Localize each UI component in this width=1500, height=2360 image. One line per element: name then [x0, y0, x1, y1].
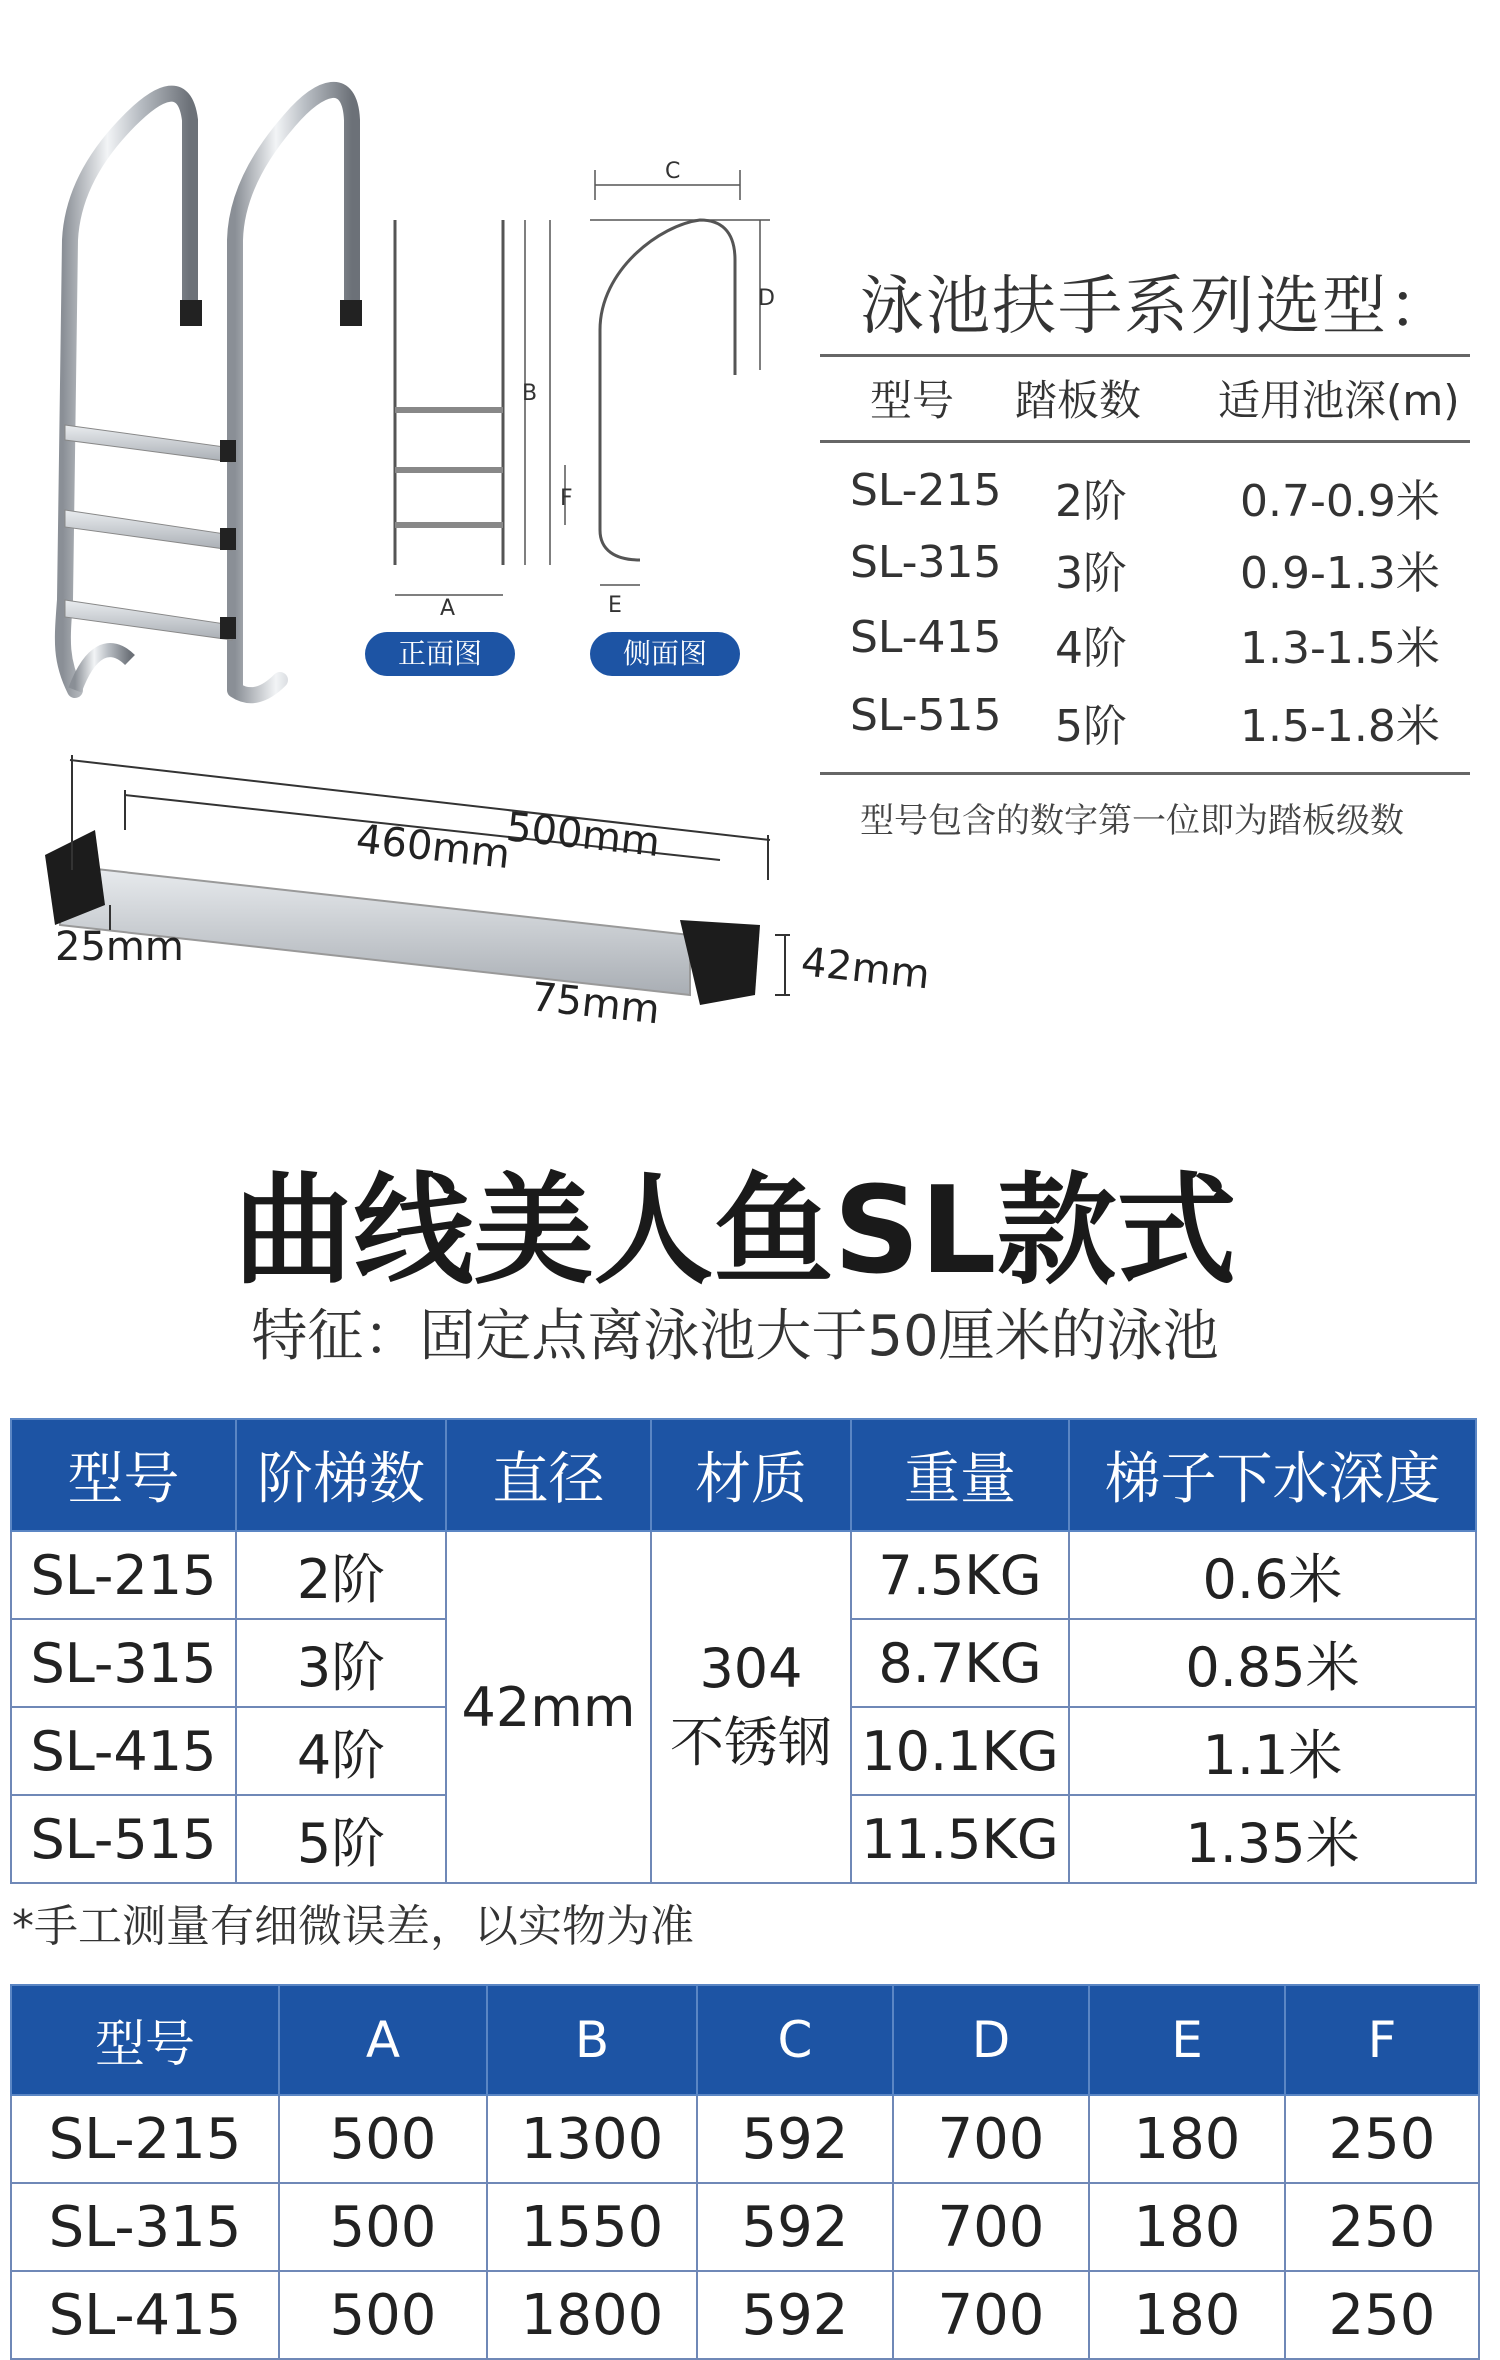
- header-c: C: [697, 1985, 893, 2095]
- side-view-label: 侧面图: [590, 632, 740, 676]
- selection-header-steps: 踏板数: [1015, 376, 1142, 425]
- cell-material: [651, 1531, 851, 1883]
- header-diameter: 直径: [446, 1419, 651, 1531]
- selection-depth: 0.9-1.3米: [1240, 548, 1440, 599]
- cell-model: SL-315: [11, 1619, 236, 1707]
- cell-b: 1300: [487, 2095, 697, 2183]
- cell-a: 500: [279, 2095, 487, 2183]
- selection-model: SL-315: [850, 537, 1002, 588]
- label-e: E: [608, 593, 622, 618]
- header-depth: 梯子下水深度: [1069, 1419, 1476, 1531]
- section-subtitle: 特征：固定点离泳池大于50厘米的泳池: [251, 1304, 1219, 1369]
- header-d: D: [893, 1985, 1089, 2095]
- label-a: A: [440, 596, 456, 621]
- cell-depth: 0.6米: [1069, 1531, 1476, 1619]
- cell-model: SL-515: [11, 1795, 236, 1883]
- cell-model: SL-215: [11, 1531, 236, 1619]
- section-title: 曲线美人鱼SL款式: [233, 1162, 1237, 1301]
- front-view-schematic: [395, 220, 525, 595]
- label-b: B: [522, 381, 538, 406]
- cell-e: 180: [1089, 2271, 1285, 2359]
- selection-steps: 2阶: [1055, 476, 1127, 527]
- cell-a: 500: [279, 2271, 487, 2359]
- selection-depth: 1.5-1.8米: [1240, 701, 1440, 752]
- dimension-table: [10, 1984, 1480, 2360]
- cell-b: 1800: [487, 2271, 697, 2359]
- cell-a: 500: [279, 2183, 487, 2271]
- selection-depth: 1.3-1.5米: [1240, 623, 1440, 674]
- step-length-outer: 500mm: [503, 804, 663, 867]
- label-d: D: [758, 286, 775, 311]
- cell-e: 180: [1089, 2183, 1285, 2271]
- selection-header-model: 型号: [870, 376, 955, 425]
- cell-model: SL-415: [11, 2271, 279, 2359]
- cell-steps: 3阶: [236, 1619, 446, 1707]
- cell-depth: 0.85米: [1069, 1619, 1476, 1707]
- selection-header-depth: 适用池深(m): [1218, 376, 1460, 425]
- header-e: E: [1089, 1985, 1285, 2095]
- material-name: 不锈钢: [670, 1711, 832, 1774]
- step-length-inner: 460mm: [353, 816, 513, 879]
- cell-d: 700: [893, 2271, 1089, 2359]
- selection-depth: 0.7-0.9米: [1240, 476, 1440, 527]
- header-b: B: [487, 1985, 697, 2095]
- ladder-photo: [63, 90, 362, 695]
- header-steps: 阶梯数: [236, 1419, 446, 1531]
- step-tube-diameter: 42mm: [798, 939, 932, 999]
- dimension-table-header: [11, 1985, 1479, 2095]
- header-f: F: [1285, 1985, 1479, 2095]
- cell-e: 180: [1089, 2095, 1285, 2183]
- side-view-schematic: [550, 170, 770, 585]
- cell-f: 250: [1285, 2095, 1479, 2183]
- selection-steps: 4阶: [1055, 623, 1127, 674]
- selection-steps: 5阶: [1055, 701, 1127, 752]
- selection-model: SL-415: [850, 612, 1002, 663]
- cell-depth: 1.1米: [1069, 1707, 1476, 1795]
- header-a: A: [279, 1985, 487, 2095]
- selection-model: SL-515: [850, 690, 1002, 741]
- front-view-label: 正面图: [365, 632, 515, 676]
- cell-diameter: 42mm: [446, 1531, 651, 1883]
- table-row: [11, 2183, 1479, 2271]
- selection-mid-rule: [820, 440, 1470, 443]
- spec-table: [10, 1418, 1477, 1884]
- cell-weight: 7.5KG: [851, 1531, 1069, 1619]
- cell-steps: 5阶: [236, 1795, 446, 1883]
- selection-title: 泳池扶手系列选型：: [860, 270, 1454, 344]
- header-model: 型号: [11, 1419, 236, 1531]
- selection-note: 型号包含的数字第一位即为踏板级数: [860, 801, 1404, 841]
- cell-b: 1550: [487, 2183, 697, 2271]
- label-c: C: [665, 159, 681, 184]
- material-grade: 304: [699, 1637, 803, 1700]
- cell-d: 700: [893, 2095, 1089, 2183]
- cell-model: SL-315: [11, 2183, 279, 2271]
- cell-f: 250: [1285, 2183, 1479, 2271]
- header-model: 型号: [11, 1985, 279, 2095]
- measurement-note: *手工测量有细微误差，以实物为准: [12, 1901, 694, 1952]
- table-row: [11, 2095, 1479, 2183]
- cell-weight: 10.1KG: [851, 1707, 1069, 1795]
- step-width: 75mm: [528, 974, 662, 1034]
- cell-steps: 4阶: [236, 1707, 446, 1795]
- header-weight: 重量: [851, 1419, 1069, 1531]
- cell-f: 250: [1285, 2271, 1479, 2359]
- cell-c: 592: [697, 2271, 893, 2359]
- cell-depth: 1.35米: [1069, 1795, 1476, 1883]
- header-material: 材质: [651, 1419, 851, 1531]
- cell-weight: 8.7KG: [851, 1619, 1069, 1707]
- cell-model: SL-415: [11, 1707, 236, 1795]
- table-row: [11, 1531, 1476, 1619]
- selection-bottom-rule: [820, 772, 1470, 775]
- label-f: F: [560, 486, 573, 511]
- cell-c: 592: [697, 2183, 893, 2271]
- cell-d: 700: [893, 2183, 1089, 2271]
- table-row: [11, 2271, 1479, 2359]
- selection-steps: 3阶: [1055, 548, 1127, 599]
- selection-model: SL-215: [850, 465, 1002, 516]
- cell-model: SL-215: [11, 2095, 279, 2183]
- step-thickness: 25mm: [55, 924, 184, 970]
- selection-top-rule: [820, 354, 1470, 357]
- cell-c: 592: [697, 2095, 893, 2183]
- spec-table-header: [11, 1419, 1476, 1531]
- cell-weight: 11.5KG: [851, 1795, 1069, 1883]
- cell-steps: 2阶: [236, 1531, 446, 1619]
